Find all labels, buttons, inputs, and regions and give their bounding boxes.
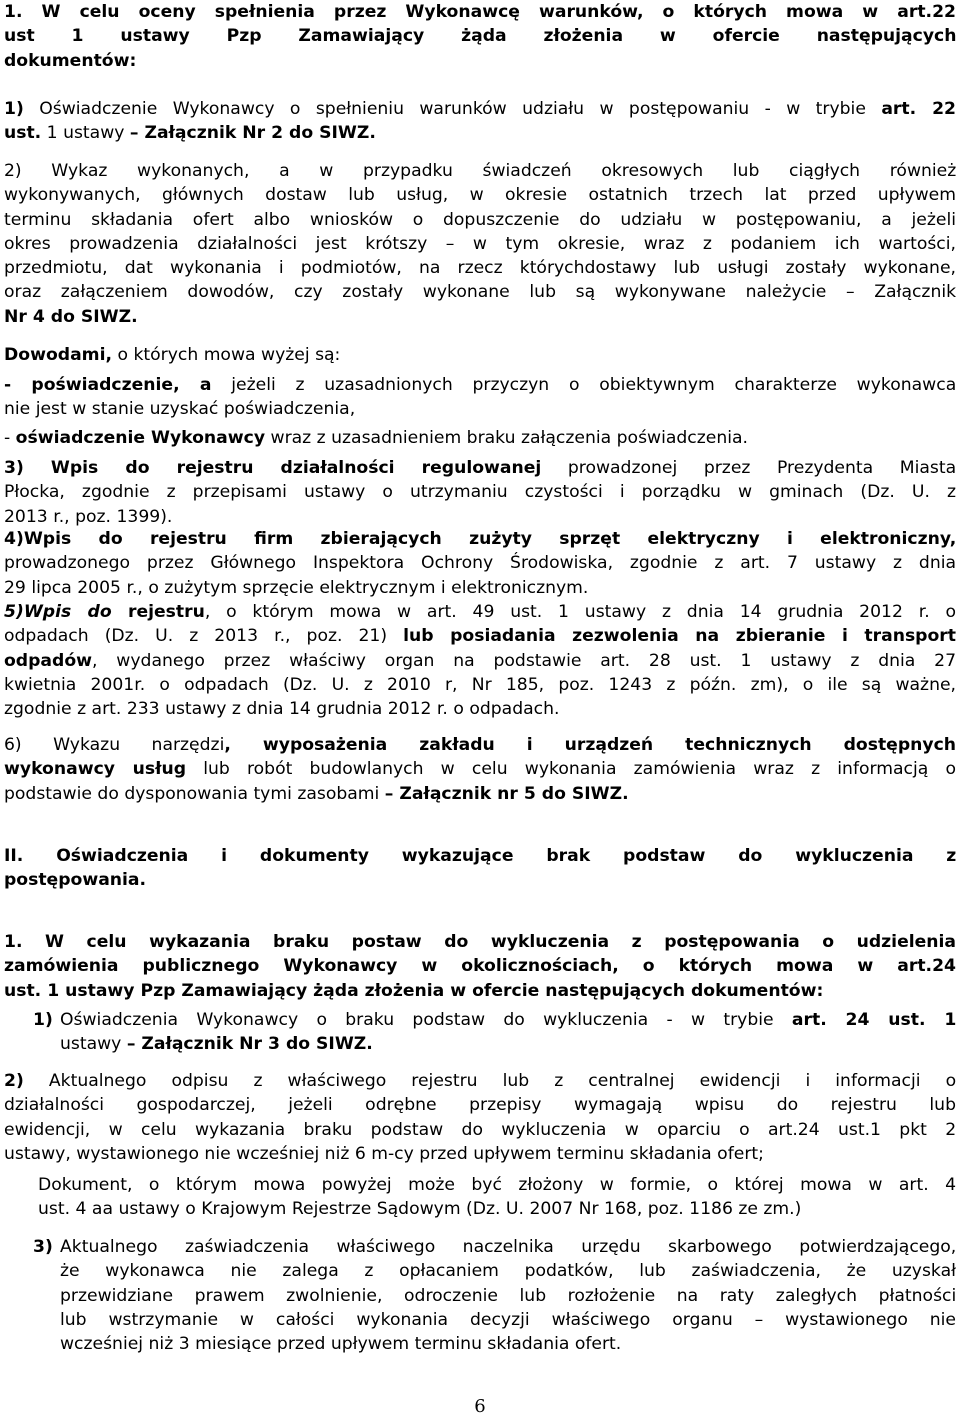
doc-item-3 — [60, 1235, 956, 1356]
text-line: zamówienia publicznego Wykonawcy w okolicznościach, o których mowa w art.24 — [4, 956, 956, 977]
text-line: kwietnia 2001r. o odpadach (Dz. U. z 2010 r, Nr 185, poz. 1243 z późn. zm), o ile są ważne, — [4, 674, 956, 695]
text-segment: - — [4, 428, 16, 448]
item-4-wpis — [4, 527, 956, 600]
text-segment: wykonawcy usług — [4, 759, 187, 780]
text-line: 29 lipca 2005 r., o zużytym sprzęcie elektrycznym i elektronicznym. — [4, 577, 589, 598]
evidence-heading — [4, 343, 956, 367]
text-segment: , wyposażenia zakładu i urządzeń technicznych dostępnych — [224, 735, 956, 755]
text-line: 2013 r., poz. 1399). — [4, 506, 173, 527]
text-segment: Dowodami, — [4, 345, 112, 365]
doc-item-2 — [4, 1069, 956, 1166]
text-segment: 1 ustawy — [41, 123, 130, 144]
evidence-item-poswiadczenie — [4, 373, 956, 422]
text-segment: prowadzonej przez Prezydenta Miasta — [541, 458, 957, 478]
text-line: 1. W celu wykazania braku postaw do wykluczenia z postępowania o udzielenia — [4, 932, 956, 952]
text-segment: , o którym mowa w art. 49 ust. 1 ustawy z dnia 14 grudnia 2012 r. o — [204, 602, 956, 622]
section-2-heading — [4, 844, 956, 893]
text-line: prowadzonego przez Głównego Inspektora Ochrony Środowiska, zgodnie z art. 7 ustawy z dnia — [4, 553, 957, 574]
text-segment: art. 24 ust. 1 — [791, 1010, 957, 1030]
text-line: przewidziane prawem zwolnienie, odroczenie lub rozłożenie na raty zaległych płatności — [60, 1285, 957, 1306]
text-segment: – Załącznik nr 5 do SIWZ. — [384, 783, 629, 804]
text-line: że wykonawca nie zalega z opłacaniem podatków, lub zaświadczenia, że uzyskał — [60, 1261, 956, 1282]
text-segment: Oświadczenia Wykonawcy o braku podstaw do wykluczenia - w trybie — [60, 1010, 792, 1030]
item-5-wpis — [4, 600, 956, 721]
text-segment: o których mowa wyżej są: — [112, 345, 341, 365]
item-2-wykaz — [4, 159, 956, 329]
text-line: 1. W celu oceny spełnienia przez Wykonawcę warunków, o których mowa w art.22 — [4, 2, 956, 22]
evidence-item-oswiadczenie — [4, 426, 956, 450]
text-line: Aktualnego zaświadczenia właściwego naczelnika urzędu skarbowego potwierdzającego, — [60, 1237, 957, 1257]
text-line: lub wstrzymanie w całości wykonania decyzji właściwego organu – wystawionego nie — [60, 1309, 956, 1330]
text-segment: Oświadczenie Wykonawcy o spełnieniu warunków udziału w postępowaniu - w trybie — [23, 99, 882, 119]
text-segment: odpadów — [4, 650, 93, 671]
text-segment: - poświadczenie, a — [4, 375, 212, 395]
text-line: zgodnie z art. 233 ustawy z dnia 14 grudnia 2012 r. o odpadach. — [4, 699, 560, 720]
text-segment: ustawy — [60, 1034, 127, 1055]
text-line: 4)Wpis do rejestru firm zbierających zużyty sprzęt elektryczny i elektroniczny, — [4, 529, 957, 549]
text-line: 2) Wykaz wykonanych, a w przypadku świadczeń okresowych lub ciągłych również — [4, 161, 957, 181]
text-line: przedmiotu, dat wykonania i podmiotów, na rzecz którychdostawy lub usługi zostały wykonane, — [4, 258, 956, 279]
text-segment: , wydanego przez właściwy organ na podstawie art. 28 ust. 1 ustawy z dnia 27 — [92, 650, 957, 671]
text-segment: rejestru — [127, 602, 205, 622]
text-line: oraz załączeniem dowodów, czy zostały wykonane lub są wykonywane należycie – Załącznik — [4, 282, 957, 303]
text-segment: podstawie do dysponowania tymi zasobami — [4, 783, 385, 804]
text-line: ust. 1 ustawy Pzp Zamawiający żąda złożenia w ofercie następujących dokumentów: — [4, 980, 824, 1001]
text-segment: Wykazu narzędzi — [21, 735, 225, 755]
text-segment: lub posiadania zezwolenia na zbieranie i transport — [403, 626, 956, 647]
text-line: wcześniej niż 3 miesiące przed upływem terminu składania ofert. — [60, 1334, 622, 1355]
page-number: 6 — [474, 1396, 486, 1417]
text-segment: 6) — [4, 735, 22, 755]
text-line: ust. 4 aa ustawy o Krajowym Rejestrze Sądowym (Dz. U. 2007 Nr 168, poz. 1186 ze zm.) — [38, 1199, 802, 1220]
section-1-heading — [4, 0, 956, 73]
text-segment: – Załącznik Nr 3 do SIWZ. — [126, 1034, 373, 1055]
text-segment: lub robót budowlanych w celu wykonania zamówienia wraz z informacją o — [186, 759, 956, 780]
text-line: Płocka, zgodnie z przepisami ustawy o utrzymaniu czystości i porządku w gminach (Dz. U. z — [4, 482, 956, 503]
text-segment: 3) Wpis do rejestru działalności regulowanej — [4, 458, 542, 478]
text-segment: Aktualnego odpisu z właściwego rejestru lub z centralnej ewidencji i informacji o — [23, 1071, 957, 1091]
text-segment: jeżeli z uzasadnionych przyczyn o obiektywnym charakterze wykonawca — [211, 375, 957, 395]
text-line: okres prowadzenia działalności jest krótszy – w tym okresie, wraz z podaniem ich wartości, — [4, 233, 956, 254]
section-2-intro — [4, 930, 956, 1003]
text-segment: wraz z uzasadnieniem braku załączenia poświadczenia. — [265, 428, 749, 448]
text-segment: art. 22 — [881, 99, 956, 119]
doc-item-1 — [60, 1008, 956, 1057]
item-1-statement — [4, 97, 956, 146]
item-number: 3) — [33, 1237, 53, 1257]
text-segment: ust. — [4, 123, 42, 144]
text-line: ustawy, wystawionego nie wcześniej niż 6 m-cy przed upływem terminu składania ofert; — [4, 1143, 764, 1164]
text-line: II. Oświadczenia i dokumenty wykazujące brak podstaw do wykluczenia z — [4, 846, 957, 866]
text-line: ust 1 ustawy Pzp Zamawiający żąda złożenia w ofercie następujących — [4, 26, 957, 47]
text-segment: odpadach (Dz. U. z 2013 r., poz. 21) — [4, 626, 404, 647]
text-line: ewidencji, w celu wykazania braku podstaw do wykluczenia w oparciu o art.24 ust.1 pkt 2 — [4, 1119, 957, 1140]
item-3-wpis — [4, 456, 956, 529]
text-segment: 2) — [4, 1071, 24, 1091]
text-line: wykonywanych, głównych dostaw lub usług, w okresie ostatnich trzech lat przed upływem — [4, 185, 956, 206]
text-segment: oświadczenie Wykonawcy — [15, 428, 266, 448]
text-line: postępowania. — [4, 870, 147, 891]
text-segment: – Załącznik Nr 2 do SIWZ. — [129, 123, 376, 144]
item-number: 1) — [33, 1010, 53, 1030]
text-line: nie jest w stanie uzyskać poświadczenia, — [4, 399, 356, 420]
text-segment: 5)Wpis do — [4, 602, 128, 622]
item-number: 1) — [4, 99, 24, 119]
text-line: Nr 4 do SIWZ. — [4, 306, 138, 327]
text-line: działalności gospodarczej, jeżeli odrębne przepisy wymagają wpisu do rejestru lub — [4, 1095, 956, 1116]
doc-note — [38, 1173, 956, 1222]
item-6-wykaz — [4, 733, 956, 806]
text-line: Dokument, o którym mowa powyżej może być złożony w formie, o której mowa w art. 4 — [38, 1175, 956, 1195]
text-line: dokumentów: — [4, 50, 137, 71]
text-line: terminu składania ofert albo wniosków o dopuszczenie do udziału w postępowaniu, a jeżeli — [4, 209, 956, 230]
